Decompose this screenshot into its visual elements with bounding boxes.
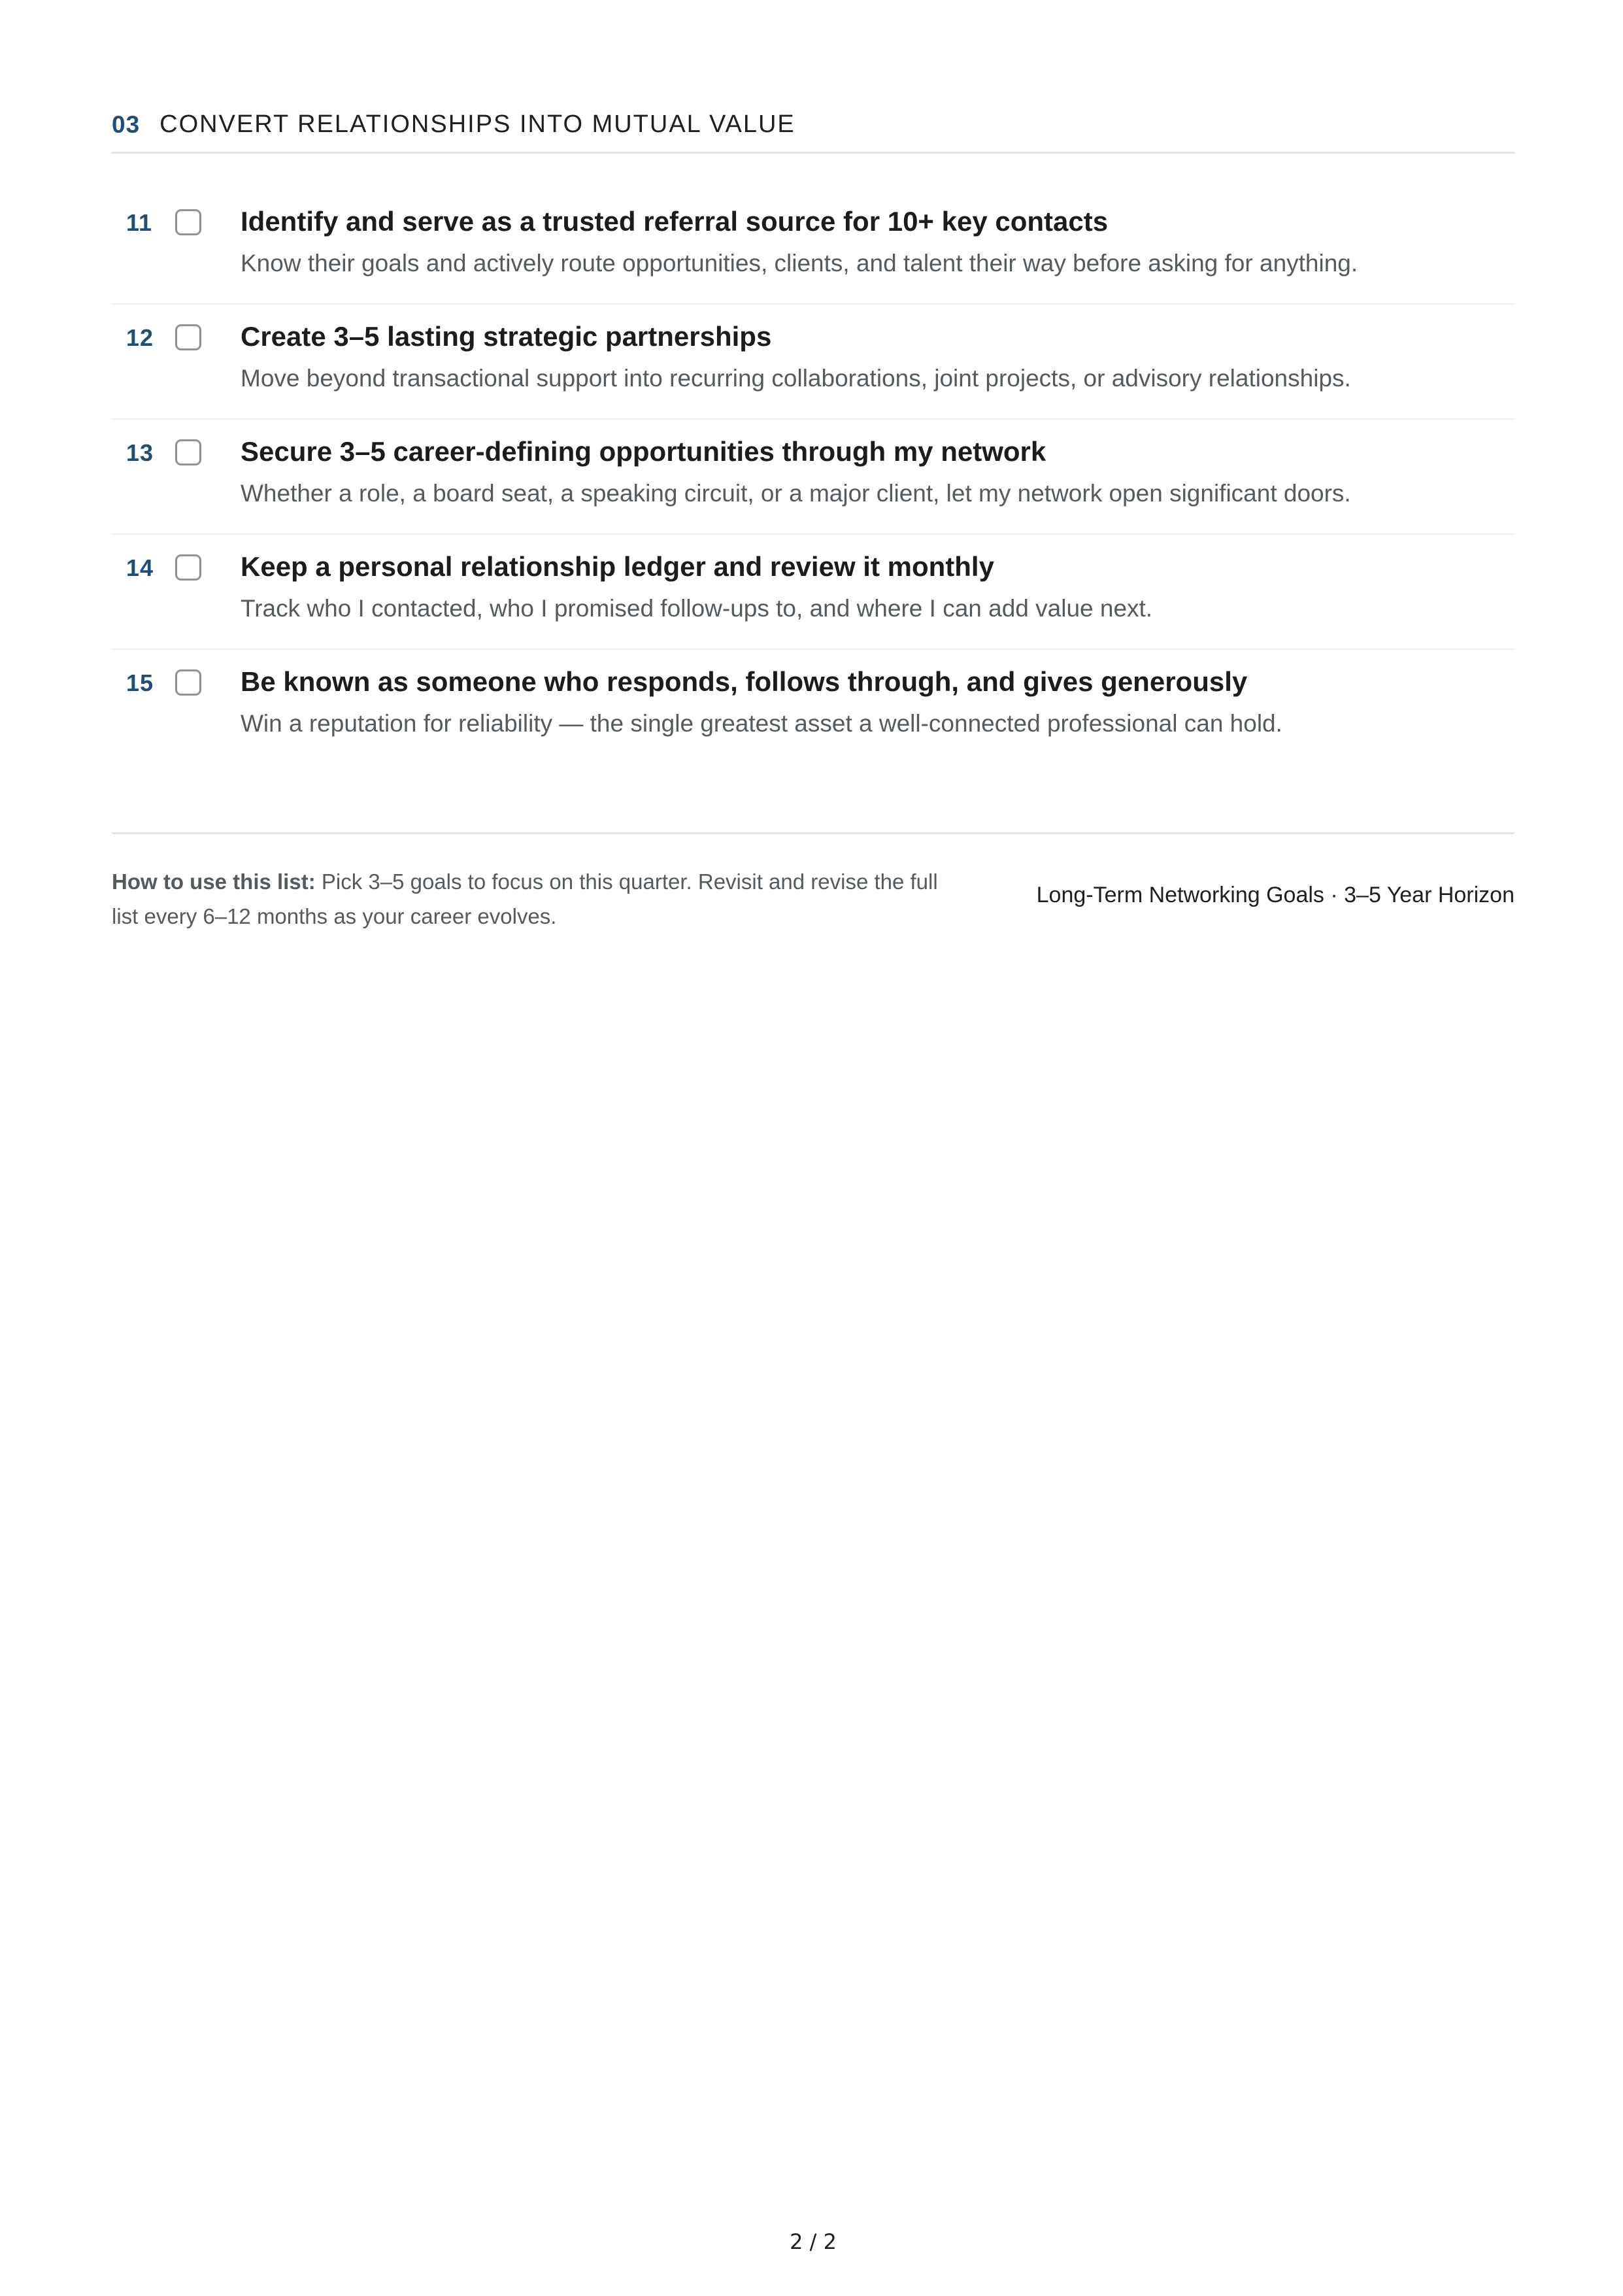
goal-title: Identify and serve as a trusted referral source for 10+ key contacts xyxy=(241,206,1109,237)
goal-title: Secure 3–5 career-defining opportunities through my network xyxy=(241,436,1046,467)
goal-description: Win a reputation for reliability — the single greatest asset a well-connected professional can hold. xyxy=(241,710,1282,737)
goal-number: 11 xyxy=(126,209,153,236)
goal-description: Move beyond transactional support into recurring collaborations, joint projects, or advisory relationships. xyxy=(241,365,1351,392)
section-number: 03 xyxy=(112,110,141,138)
goal-checkbox[interactable] xyxy=(175,669,201,696)
goal-description: Whether a role, a board seat, a speaking circuit, or a major client, let my network open significant doors. xyxy=(241,480,1351,507)
goal-title: Be known as someone who responds, follows through, and gives generously xyxy=(241,666,1248,697)
goal-checkbox[interactable] xyxy=(175,209,201,235)
goal-description: Know their goals and actively route opportunities, clients, and talent their way before asking for anything. xyxy=(241,250,1358,277)
goal-item xyxy=(112,650,1514,765)
goal-number: 15 xyxy=(126,669,154,696)
goal-list xyxy=(112,190,1514,765)
section-title: CONVERT RELATIONSHIPS INTO MUTUAL VALUE xyxy=(159,110,795,138)
goal-checkbox[interactable] xyxy=(175,554,201,581)
goal-number: 12 xyxy=(126,324,154,351)
goal-item xyxy=(112,190,1514,305)
page-counter: 2 / 2 xyxy=(790,2229,837,2254)
goal-title: Keep a personal relationship ledger and review it monthly xyxy=(241,551,994,582)
goal-title: Create 3–5 lasting strategic partnerships xyxy=(241,321,772,352)
goal-item xyxy=(112,305,1514,420)
usage-note-label: How to use this list: xyxy=(112,869,316,894)
goal-checkbox[interactable] xyxy=(175,324,201,350)
footer-divider xyxy=(112,832,1514,834)
goal-number: 13 xyxy=(126,439,154,466)
goal-description: Track who I contacted, who I promised follow-ups to, and where I can add value next. xyxy=(241,595,1153,622)
document-page xyxy=(112,0,1514,2296)
goal-item xyxy=(112,420,1514,535)
goal-item xyxy=(112,535,1514,650)
usage-note xyxy=(112,864,962,934)
usage-note-text: Pick 3–5 goals to focus on this quarter. Revisit and revise the full list every 6–12 months as your career evolves. xyxy=(112,869,938,928)
goal-number: 14 xyxy=(126,554,154,581)
section-header xyxy=(112,101,1514,154)
goal-checkbox[interactable] xyxy=(175,439,201,465)
document-tag: Long-Term Networking Goals · 3–5 Year Horizon xyxy=(1036,883,1514,907)
